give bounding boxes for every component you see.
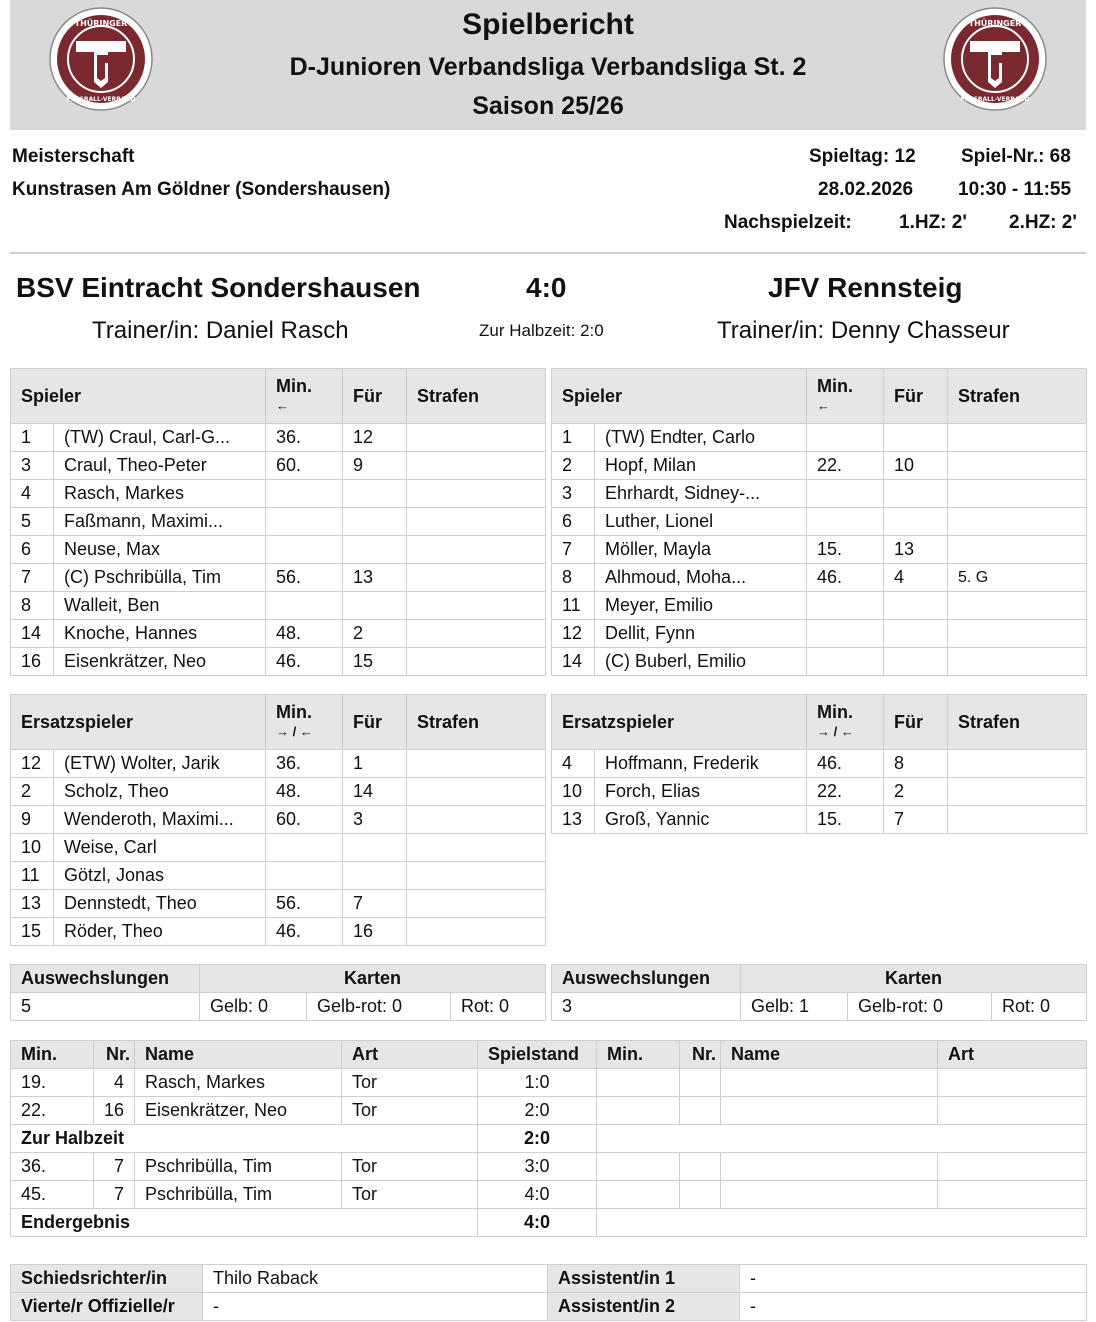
player-number: 8 [552,564,595,592]
col-name-away: Name [721,1041,938,1069]
home-players-table [10,368,546,676]
penalty [407,834,546,862]
final-label: Endergebnis [11,1209,478,1237]
replaced-number [343,508,407,536]
player-number: 14 [11,620,54,648]
season: Saison 25/26 [472,92,624,120]
away-goal-cell [597,1181,680,1209]
player-number: 9 [11,806,54,834]
subs-count: 3 [552,993,741,1021]
minute: 46. [807,750,884,778]
goal-player-name: Pschribülla, Tim [135,1181,342,1209]
player-name: Luther, Lionel [595,508,807,536]
col-penalties: Strafen [948,369,1087,424]
final-score-cell: 4:0 [478,1209,597,1237]
match-number: Spiel-Nr.: 68 [961,146,1071,167]
yellow-red-cards: Gelb-rot: 0 [307,993,451,1021]
player-number: 12 [11,750,54,778]
stoppage-first-half: 1.HZ: 2' [899,212,967,233]
goals-table [10,1040,1087,1237]
player-row [11,424,546,452]
referee-label: Schiedsrichter/in [11,1265,203,1293]
minute [266,862,343,890]
player-row [11,890,546,918]
replaced-number: 10 [884,452,948,480]
home-subs-table [10,694,546,946]
away-goal-cell [938,1181,1087,1209]
player-name: (TW) Endter, Carlo [595,424,807,452]
player-name: Hoffmann, Frederik [595,750,807,778]
player-row [11,536,546,564]
penalty [407,890,546,918]
assistant1-label: Assistent/in 1 [548,1265,740,1293]
player-name: (C) Buberl, Emilio [595,648,807,676]
penalty [948,750,1087,778]
player-name: Weise, Carl [54,834,266,862]
minute [266,592,343,620]
player-row [11,592,546,620]
player-row [11,480,546,508]
player-name: Craul, Theo-Peter [54,452,266,480]
player-row [552,620,1087,648]
player-name: Groß, Yannic [595,806,807,834]
col-min: Min. ← [266,369,343,424]
col-nr-away: Nr. [680,1041,721,1069]
player-row [552,648,1087,676]
player-row [11,452,546,480]
replaced-number: 14 [343,778,407,806]
penalty [948,480,1087,508]
away-goal-cell [938,1069,1087,1097]
player-name: Dennstedt, Theo [54,890,266,918]
player-name: Dellit, Fynn [595,620,807,648]
replaced-number: 16 [343,918,407,946]
competition: Meisterschaft [12,146,135,167]
player-name: Hopf, Milan [595,452,807,480]
penalty [407,508,546,536]
replaced-number: 8 [884,750,948,778]
penalty [948,806,1087,834]
home-team: BSV Eintracht Sondershausen [16,272,421,303]
player-number: 11 [11,862,54,890]
player-number: 12 [552,620,595,648]
replaced-number [884,508,948,536]
player-row [11,750,546,778]
player-row [11,778,546,806]
minute: 22. [807,452,884,480]
assistant2-label: Assistent/in 2 [548,1293,740,1321]
player-name: Rasch, Markes [54,480,266,508]
col-penalties: Strafen [948,695,1087,750]
player-number: 10 [552,778,595,806]
yellow-cards: Gelb: 1 [741,993,848,1021]
minute: 22. [807,778,884,806]
subs-label: Auswechslungen [11,965,200,993]
player-number: 1 [552,424,595,452]
player-name: Faßmann, Maximi... [54,508,266,536]
yellow-cards: Gelb: 0 [200,993,307,1021]
player-row [552,778,1087,806]
goal-minute: 45. [11,1181,94,1209]
minute [807,648,884,676]
goal-minute: 36. [11,1153,94,1181]
player-name: (C) Pschribülla, Tim [54,564,266,592]
cards-label: Karten [741,965,1087,993]
replaced-number [343,862,407,890]
away-goal-cell [938,1153,1087,1181]
player-name: Neuse, Max [54,536,266,564]
player-number: 3 [11,452,54,480]
col-for: Für [884,695,948,750]
player-row [11,918,546,946]
player-row [552,592,1087,620]
player-row [552,452,1087,480]
replaced-number: 1 [343,750,407,778]
replaced-number: 2 [884,778,948,806]
away-players-table [551,368,1087,676]
goal-player-name: Pschribülla, Tim [135,1153,342,1181]
minute: 56. [266,890,343,918]
goal-player-name: Eisenkrätzer, Neo [135,1097,342,1125]
minute: 46. [266,648,343,676]
penalty [407,620,546,648]
replaced-number [884,648,948,676]
player-name: (ETW) Wolter, Jarik [54,750,266,778]
subs-count: 5 [11,993,200,1021]
col-for: Für [343,695,407,750]
player-name: Alhmoud, Moha... [595,564,807,592]
replaced-number: 4 [884,564,948,592]
goal-score: 1:0 [478,1069,597,1097]
player-name: Ehrhardt, Sidney-... [595,480,807,508]
player-name: Röder, Theo [54,918,266,946]
halftime-label: Zur Halbzeit [11,1125,478,1153]
minute [807,424,884,452]
away-goal-cell [597,1097,680,1125]
away-coach: Trainer/in: Denny Chasseur [717,317,1010,344]
penalty [407,862,546,890]
player-row [552,806,1087,834]
officials-table [10,1264,1087,1321]
away-goal-cell [680,1153,721,1181]
venue: Kunstrasen Am Göldner (Sondershausen) [12,179,391,200]
col-name: Name [135,1041,342,1069]
player-number: 6 [11,536,54,564]
goal-type: Tor [342,1069,478,1097]
col-for: Für [343,369,407,424]
penalty [407,750,546,778]
penalty [948,778,1087,806]
matchday: Spieltag: 12 [809,146,916,167]
player-row [552,536,1087,564]
player-number: 7 [552,536,595,564]
minute [266,834,343,862]
penalty [407,806,546,834]
away-team: JFV Rennsteig [768,272,963,303]
assistant2-name: - [740,1293,1087,1321]
player-row [552,480,1087,508]
col-substitute: Ersatzspieler [11,695,266,750]
col-min: Min. → / ← [266,695,343,750]
penalty: 5. G [948,564,1087,592]
player-name: Knoche, Hannes [54,620,266,648]
minute: 56. [266,564,343,592]
minute: 15. [807,536,884,564]
minute: 60. [266,806,343,834]
col-type-away: Art [938,1041,1087,1069]
subs-label: Auswechslungen [552,965,741,993]
player-row [11,806,546,834]
away-goal-cell [680,1069,721,1097]
player-row [11,620,546,648]
minute [807,508,884,536]
goal-score: 2:0 [478,1097,597,1125]
replaced-number [884,424,948,452]
player-row [552,424,1087,452]
minute [266,536,343,564]
goal-type: Tor [342,1153,478,1181]
home-coach: Trainer/in: Daniel Rasch [92,317,349,344]
penalty [407,778,546,806]
halftime-score-cell: 2:0 [478,1125,597,1153]
report-title: Spielbericht [462,8,634,41]
minute [807,480,884,508]
replaced-number [884,592,948,620]
player-number: 3 [552,480,595,508]
col-penalties: Strafen [407,369,546,424]
player-name: Forch, Elias [595,778,807,806]
player-number: 11 [552,592,595,620]
penalty [407,918,546,946]
replaced-number: 7 [884,806,948,834]
minute: 46. [266,918,343,946]
penalty [948,508,1087,536]
assistant1-name: - [740,1265,1087,1293]
replaced-number [884,480,948,508]
goal-type: Tor [342,1097,478,1125]
col-penalties: Strafen [407,695,546,750]
yellow-red-cards: Gelb-rot: 0 [848,993,992,1021]
penalty [948,424,1087,452]
player-number: 4 [11,480,54,508]
player-row [11,564,546,592]
minute [807,620,884,648]
match-date: 28.02.2026 [818,179,914,200]
away-goal-cell [721,1181,938,1209]
goal-type: Tor [342,1181,478,1209]
goal-player-number: 7 [94,1181,135,1209]
halftime-score: Zur Halbzeit: 2:0 [479,321,604,340]
player-number: 13 [11,890,54,918]
player-row [552,508,1087,536]
player-row [11,834,546,862]
col-min: Min. ← [807,369,884,424]
replaced-number: 12 [343,424,407,452]
minute: 36. [266,424,343,452]
penalty [948,648,1087,676]
fourth-official-name: - [203,1293,548,1321]
player-number: 2 [552,452,595,480]
goal-score: 3:0 [478,1153,597,1181]
fourth-official-label: Vierte/r Offizielle/r [11,1293,203,1321]
replaced-number: 13 [343,564,407,592]
minute [266,480,343,508]
replaced-number [884,620,948,648]
stoppage-label: Nachspielzeit: [724,212,852,233]
player-number: 6 [552,508,595,536]
minute [266,508,343,536]
player-row [11,648,546,676]
away-goal-cell [680,1097,721,1125]
tfv-logo-right [942,6,1048,112]
penalty [407,424,546,452]
col-substitute: Ersatzspieler [552,695,807,750]
penalty [948,592,1087,620]
minute: 15. [807,806,884,834]
replaced-number [343,834,407,862]
col-min: Min. [11,1041,94,1069]
replaced-number: 13 [884,536,948,564]
goal-row [11,1181,1087,1209]
player-name: Walleit, Ben [54,592,266,620]
replaced-number: 9 [343,452,407,480]
goal-row [11,1069,1087,1097]
svg-text:FUSSBALL-VERBAND: FUSSBALL-VERBAND [66,96,136,103]
penalty [407,536,546,564]
minute: 36. [266,750,343,778]
player-number: 7 [11,564,54,592]
player-number: 2 [11,778,54,806]
away-summary-table [551,964,1087,1021]
away-goal-cell [597,1069,680,1097]
league-name: D-Junioren Verbandsliga Verbandsliga St. 2 [289,53,807,81]
final-score: 4:0 [526,272,567,303]
minute [807,592,884,620]
referee-name: Thilo Raback [203,1265,548,1293]
goal-row [11,1097,1087,1125]
penalty [948,536,1087,564]
minute: 48. [266,620,343,648]
player-number: 14 [552,648,595,676]
divider [10,252,1086,254]
player-number: 1 [11,424,54,452]
col-for: Für [884,369,948,424]
final-row [11,1209,1087,1237]
player-name: Möller, Mayla [595,536,807,564]
goal-player-number: 4 [94,1069,135,1097]
col-min-away: Min. [597,1041,680,1069]
minute: 60. [266,452,343,480]
halftime-row [11,1125,1087,1153]
replaced-number: 3 [343,806,407,834]
goal-score: 4:0 [478,1181,597,1209]
player-number: 13 [552,806,595,834]
col-min: Min. → / ← [807,695,884,750]
svg-text:THÜRINGER: THÜRINGER [968,19,1022,28]
replaced-number: 7 [343,890,407,918]
player-name: Scholz, Theo [54,778,266,806]
red-cards: Rot: 0 [451,993,546,1021]
report-header [10,0,1086,130]
cards-label: Karten [200,965,546,993]
away-goal-cell [597,1153,680,1181]
home-summary-table [10,964,546,1021]
svg-text:THÜRINGER: THÜRINGER [74,19,128,28]
penalty [407,480,546,508]
player-number: 15 [11,918,54,946]
penalty [407,648,546,676]
player-row [11,862,546,890]
goal-player-number: 7 [94,1153,135,1181]
away-goal-cell [938,1097,1087,1125]
col-type: Art [342,1041,478,1069]
player-row [11,508,546,536]
away-subs-table [551,694,1087,834]
goal-player-number: 16 [94,1097,135,1125]
replaced-number [343,536,407,564]
minute: 46. [807,564,884,592]
goal-minute: 22. [11,1097,94,1125]
player-row [552,564,1087,592]
player-number: 4 [552,750,595,778]
goal-player-name: Rasch, Markes [135,1069,342,1097]
minute: 48. [266,778,343,806]
penalty [407,592,546,620]
player-number: 5 [11,508,54,536]
replaced-number: 15 [343,648,407,676]
col-score: Spielstand [478,1041,597,1069]
penalty [948,620,1087,648]
away-goal-cell [721,1069,938,1097]
away-goal-cell [721,1097,938,1125]
col-nr: Nr. [94,1041,135,1069]
away-goal-cell [680,1181,721,1209]
penalty [407,564,546,592]
player-name: Götzl, Jonas [54,862,266,890]
penalty [948,452,1087,480]
penalty [407,452,546,480]
stoppage-second-half: 2.HZ: 2' [1009,212,1077,233]
player-name: (TW) Craul, Carl-G... [54,424,266,452]
goal-row [11,1153,1087,1181]
player-number: 16 [11,648,54,676]
goal-minute: 19. [11,1069,94,1097]
replaced-number [343,592,407,620]
red-cards: Rot: 0 [992,993,1087,1021]
player-row [552,750,1087,778]
player-name: Meyer, Emilio [595,592,807,620]
replaced-number [343,480,407,508]
replaced-number: 2 [343,620,407,648]
col-player: Spieler [11,369,266,424]
player-number: 10 [11,834,54,862]
svg-text:FUSSBALL-VERBAND: FUSSBALL-VERBAND [960,96,1030,103]
away-goal-cell [721,1153,938,1181]
player-name: Wenderoth, Maximi... [54,806,266,834]
match-time: 10:30 - 11:55 [958,179,1072,200]
player-name: Eisenkrätzer, Neo [54,648,266,676]
player-number: 8 [11,592,54,620]
col-player: Spieler [552,369,807,424]
